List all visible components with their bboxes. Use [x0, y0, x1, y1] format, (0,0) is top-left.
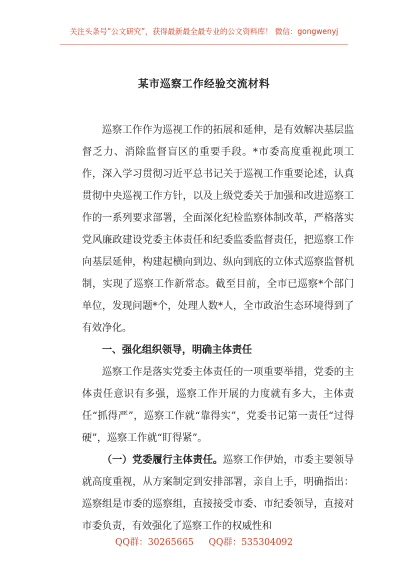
- subsection-text-1: 巡察工作伊始，市委主要领导就高度重视，从方案制定到安排部署，亲自上手，明确指出：巡察组是市委的巡察组，直接接受市委、市纪委领导，直接对市委负责，有效强化了巡察工作的权威性和: [82, 455, 354, 532]
- footer-qq-group-1: QQ群：30265665: [115, 538, 194, 548]
- document-title: 某市巡察工作经验交流材料: [138, 78, 270, 90]
- footer-banner: [0, 535, 408, 548]
- header-divider: [60, 44, 348, 45]
- section-heading-1: 一、强化组织领导，明确主体责任: [102, 345, 252, 356]
- header-banner: 关注头条号“公文研究”，获得最新最全最专业的公文资料库！ 微信：gongwenyj: [69, 27, 339, 36]
- document-body: [82, 120, 354, 538]
- paragraph-subsection-1: [82, 450, 354, 538]
- paragraph-intro: 巡察工作作为巡视工作的拓展和延伸，是有效解决基层监督乏力、消除监督盲区的重要手段。*市委高度重视此项工作，深入学习贯彻习近平总书记关于巡视工作重要论述，认真贯彻中央巡视工作方针，以及上级党委关于加强和改进巡察工作的一系列要求部署，全面深化纪检监察体制改革，严格落实党风廉政建设党委主体责任和纪委监委监督责任，把巡察工作向基层延伸，构建起横向到边、纵向到底的立体式巡察监督机制，实现了巡察工作新常态。截至目前，全市已巡察*个部门单位，发现问题*个，处理人数*人，全市政治生态环境得到了有效净化。: [82, 125, 354, 334]
- subsection-heading-1: （一）党委履行主体责任。: [102, 455, 223, 466]
- paragraph-section-1: 巡察工作是落实党委主体责任的一项重要举措，党委的主体责任意识有多强，巡察工作开展的力度就有多大，主体责任“抓得严”，巡察工作就“靠得实”，党委书记第一责任“过得硬”，巡察工作就“盯得紧”。: [82, 367, 354, 444]
- footer-qq-group-2: QQ群：535304092: [208, 538, 293, 548]
